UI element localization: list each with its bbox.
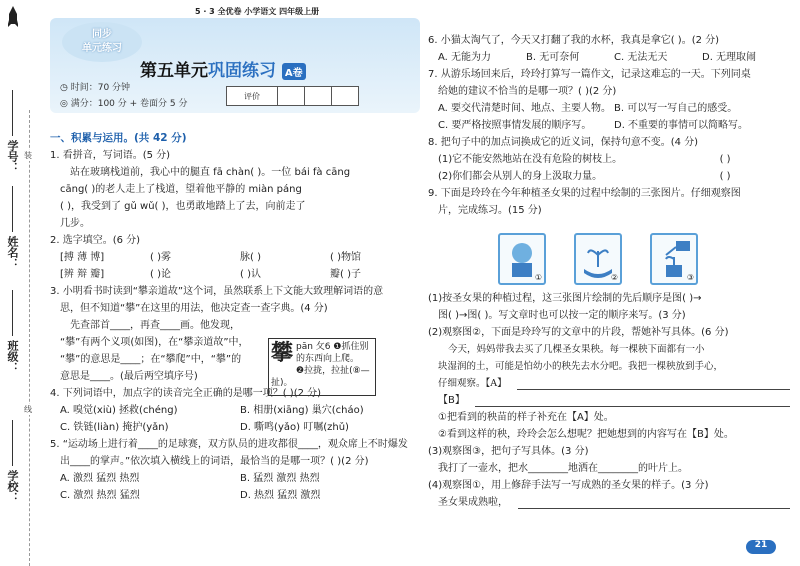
student-number-label: 学号： [6,140,19,173]
q9-part1: (1)按圣女果的种植过程，这三张图片绘制的先后顺序是图( )→ [428,293,702,304]
version-tag: A卷 [282,63,306,80]
picture-seedling-pot: ① [498,233,546,285]
question-1: 1. 看拼音，写词语。(5 分) [50,150,171,161]
name-line[interactable] [12,186,13,232]
target-icon: ◎ [60,99,71,109]
question-7: 7. 从游乐场回来后，玲玲打算写一篇作文，记录这难忘的一天。下列同桌 [428,69,751,80]
binding-gutter [0,0,40,566]
q8-sentence1: (1)它不能安然地站在没有危险的树枝上。 ( ) [438,154,731,165]
picture-watering: ③ [650,233,698,285]
question-3: 3. 小明看书时读到“攀亲道故”这个词，虽然联系上下文能大致理解词语的意 [50,286,384,297]
score-table [226,86,359,106]
score-cell[interactable] [278,87,305,106]
section-accumulation: 一、积累与运用。(共 42 分) 1. 看拼音，写词语。(5 分) 站在玻璃栈道前，我心中的腿直 fā chàn( )。一位 bái fà cāng cāng( )的老人走上了栈道，望着他平静的 miàn páng ( )，我受到了 gǔ wǔ( )，也勇敢地踏上了去，向前走了 几步。 2. 选字填空。(6 分) [搏 薄 博] ( )雾 脉( ) ( )物馆 [辨 辩 瓣] ( )论 ( )认 瓣( )子 3. 小明看书时读到“攀亲道故”这个词，虽然联系上下文能大致理解词语的意 思，但不知道“攀”在这里的用法，他决定查一查字典。(4 分) 先查部首____，再查____画。他发现， “攀”有两个义项(如图)，在“攀亲道故”中， “攀”的意思是____；在“攀爬”中，“攀”的 意思是____。(最后两空填序号) 4. 下列词语中，加点字的读音完全正确的是哪一项？( )(2 分) A. 嗅觉(xiù) 拯救(chéng) B. 相册(xiāng) 巢穴(cháo) C. 铁链(liàn) 掩护(yǎn) D. 嘶鸣(yǎo) 叮嘱(zhǔ) 5. “运动场上进行着____的足球赛，双方队员的进攻都很____，观众席上不时爆发 出____的掌声。”依次填入横线上的词语，最恰当的是哪一项？( )(2 分) A. 激烈 猛烈 热烈 B. 猛烈 激烈 热烈 C. 激烈 热烈 猛烈 D. 热烈 猛烈 激烈 [50,130,420,504]
answer-line-b: 【B】 [428,392,790,409]
cut-mark: 装 [24,151,32,160]
score-label: 评价 [227,87,278,106]
score-cell[interactable] [305,87,332,106]
score-info: ◎ 满分：100 分 + 卷面分 5 分 [60,99,188,109]
q7-options-row2: C. 要严格按照事情发展的顺序写。 D. 不重要的事情可以简略写。 [438,120,749,131]
q9-part3: (3)观察图③，把句子写具体。(3 分) [428,446,589,457]
question-4: 4. 下列词语中，加点字的读音完全正确的是哪一项？( )(2 分) [50,388,322,399]
name-label: 姓名： [6,236,19,269]
q5-options-row2: C. 激烈 热烈 猛烈 D. 热烈 猛烈 激烈 [60,490,321,501]
series-header: 5 · 3 全优卷 小学语文 四年级上册 [195,7,320,16]
q9-part4: (4)观察图①，用上修辞手法写一写成熟的圣女果的样子。(3 分) [428,480,709,491]
page-number: 21 [746,540,776,554]
q4-options-row2: C. 铁链(liàn) 掩护(yǎn) D. 嘶鸣(yǎo) 叮嘱(zhǔ) [60,422,349,433]
question-2: 2. 选字填空。(6 分) [50,235,141,246]
question-5: 5. “运动场上进行着____的足球赛，双方队员的进攻都很____，观众席上不时爆发 [50,439,408,450]
score-cell[interactable] [332,87,359,106]
time-info: ◷ 时间：70 分钟 [60,83,131,93]
left-column [50,0,420,566]
unit-badge: 同步 单元练习 [62,22,142,62]
right-column: 6. 小猫太淘气了，今天又打翻了我的水杯，我真是拿它( )。(2 分) A. 无能为力 B. 无可奈何 C. 无法无天 D. 无理取闹 7. 从游乐场回来后，玲玲打算写一篇作文，记录这难忘的一天。下列同桌 给她的建议不恰当的是哪一项？( )(2 分) A. 要交代清楚时间、地点、主要人物。 B. 可以写一写自己的感受。 C. 要严格按照事情发展的顺序写。 D. 不重要的事情可以简略写。 8. 把句子中的加点词换成它的近义词，保持句意不变。(4 分) (1)它不能安然地站在没有危险的树枝上。 ( ) (2)你们都会从别人的身上汲取力量。 ( ) 9. 下面是玲玲在今年种植圣女果的过程中绘制的三张图片。仔细观察图 片，完成练习。(15 分) ① ② ③ (1)按圣女果的种植过程，这三张图片绘制的先后顺序是图( )→ 图( )→图( )。写文章时也可以按一定的顺序来写。(3 分) (2)观察图②，下面是玲玲写的文章中的片段，帮她补写具体。(6 分) 今天，妈妈带我去买了几棵圣女果秧。每一棵秧下面都有一小 块湿润的土，可能是怕幼小的秧先去水分吧。我把一棵秧放到手心， 仔细观察。【A】 【B】 ①把看到的秧苗的样子补充在【A】处。 ②看到这样的秧，玲玲会怎么想呢？把她想到的内容写在【B】处。 (3)观察图③，把句子写具体。(3 分) 我打了一壶水，把水________地洒在________的叶片上。 (4)观察图①，用上修辞手法写一写成熟的圣女果的样子。(3 分) 圣女果成熟啦， 21 [428,0,790,566]
answer-line-a: 仔细观察。【A】 [428,375,790,392]
answer-line-c: 圣女果成熟啦， [428,494,790,511]
q4-options-row1: A. 嗅觉(xiù) 拯救(chéng) B. 相册(xiāng) 巢穴(cháo) [60,405,364,416]
section-heading: 一、积累与运用。(共 42 分) [50,132,187,144]
question-9: 9. 下面是玲玲在今年种植圣女果的过程中绘制的三张图片。仔细观察图 [428,188,741,199]
planting-pictures [498,233,698,285]
question-8: 8. 把句子中的加点词换成它的近义词，保持句意不变。(4 分) [428,137,699,148]
q9-part2: (2)观察图②，下面是玲玲写的文章中的片段，帮她补写具体。(6 分) [428,327,729,338]
page-title: 第五单元巩固练习 A卷 [140,56,306,81]
q6-options: A. 无能为力 B. 无可奈何 C. 无法无天 D. 无理取闹 [438,52,757,63]
q2-row1: [搏 薄 博] ( )雾 脉( ) ( )物馆 [60,252,361,263]
cut-line [29,110,30,566]
class-line[interactable] [12,290,13,336]
q8-sentence2: (2)你们都会从别人的身上汲取力量。 ( ) [438,171,731,182]
question-6: 6. 小猫太淘气了，今天又打翻了我的水杯，我真是拿它( )。(2 分) [428,35,720,46]
cut-mark: 线 [24,405,32,414]
school-label: 学校： [6,470,19,503]
school-line[interactable] [12,420,13,466]
q5-options-row1: A. 激烈 猛烈 热烈 B. 猛烈 激烈 热烈 [60,473,320,484]
clock-icon: ◷ [60,83,71,93]
picture-seedling-hand: ② [574,233,622,285]
class-label: 班级： [6,340,19,373]
dictionary-character: 攀 [271,341,294,366]
dictionary-entry: 攀 pān 攵6 ❶抓住别的东西向上爬。 ❷拉拢，拉扯(⑧—扯)。 [268,338,376,396]
q2-row2: [辨 辩 瓣] ( )论 ( )认 瓣( )子 [60,269,361,280]
q7-options-row1: A. 要交代清楚时间、地点、主要人物。 B. 可以写一写自己的感受。 [438,103,738,114]
rocket-icon [8,6,18,30]
student-number-line[interactable] [12,90,13,136]
